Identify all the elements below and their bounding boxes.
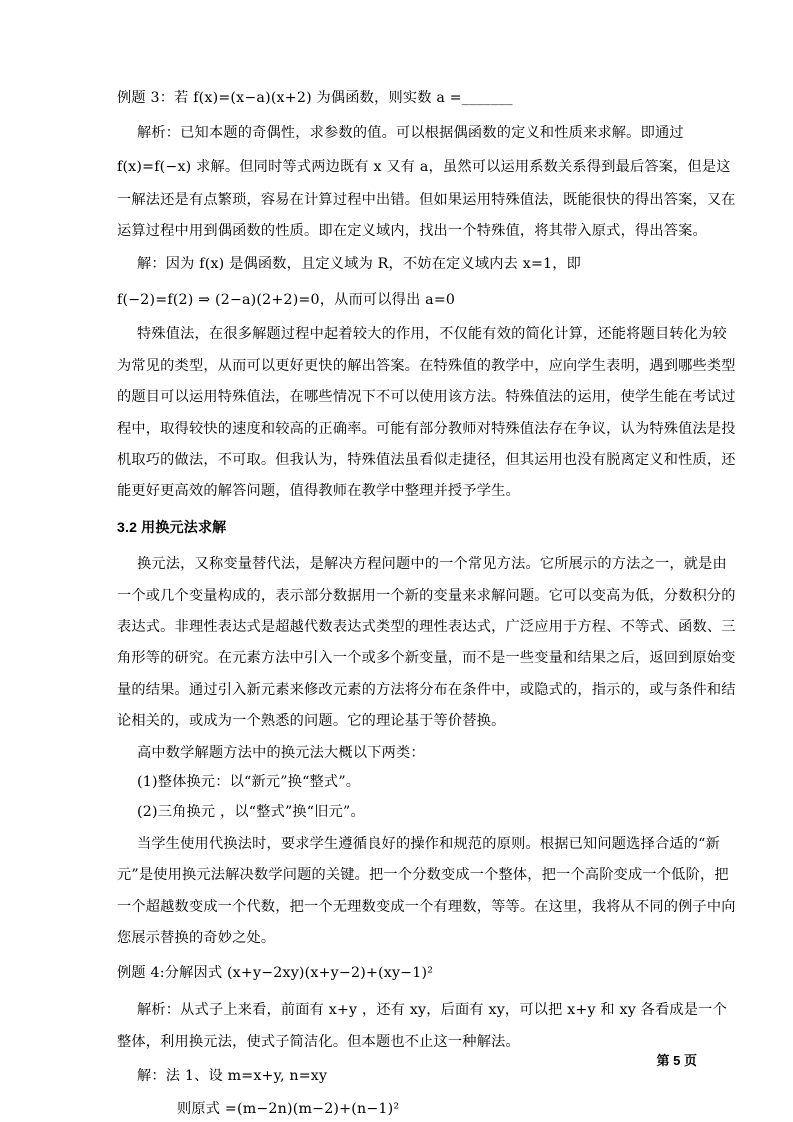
formula-line: 则原式 =(m−2n)(m−2)+(n−1)² — [177, 1101, 400, 1117]
solution-line: 解：因为 f(x) 是偶函数，且定义域为 R，不妨在定义域内去 x=1，即 — [137, 256, 582, 272]
paragraph-line: 当学生使用代换法时，要求学生遵循良好的操作和规范的原则。根据已知问题选择合适的“新 — [137, 836, 720, 852]
section-heading: 3.2 用换元法求解 — [117, 519, 227, 535]
example-3-question: 例题 3：若 f(x)=(x−a)(x+2) 为偶函数，则实数 a =_______ — [117, 90, 513, 106]
paragraph-line: 特殊值法，在很多解题过程中起着较大的作用，不仅能有效的简化计算，还能将题目转化为较 — [137, 326, 727, 342]
paragraph-line: 整体，利用换元法，使式子简洁化。但本题也不止这一种解法。 — [117, 1034, 520, 1050]
paragraph-line: 量的结果。通过引入新元素来修改元素的方法将分布在条件中，或隐式的，指示的，或与条件和结 — [117, 682, 736, 698]
paragraph-line: 解析：已知本题的奇偶性，求参数的值。可以根据偶函数的定义和性质来求解。即通过 — [137, 125, 684, 141]
paragraph-line: 角形等的研究。在元素方法中引入一个或多个新变量，而不是一些变量和结果之后，返回到原始变 — [117, 650, 736, 666]
paragraph-line: 解析：从式子上来看，前面有 x+y ，还有 xy，后面有 xy，可以把 x+y 和 xy 各看成是一个 — [137, 1002, 727, 1018]
formula-line: f(−2)=f(2) ⇒ (2−a)(2+2)=0，从而可以得出 a=0 — [117, 292, 456, 308]
paragraph-line: 为常见的类型，从而可以更好更快的解出答案。在特殊值的教学中，应向学生表明，遇到哪些类型 — [117, 358, 736, 374]
paragraph-line: 换元法，又称变量替代法，是解决方程问题中的一个常见方法。它所展示的方法之一，就是由 — [137, 556, 727, 572]
page-number: 第 5 页 — [656, 1053, 697, 1068]
paragraph-line: 运算过程中用到偶函数的性质。即在定义域内，找出一个特殊值，将其带入原式，得出答案。 — [117, 223, 707, 239]
paragraph-line: 一个超越数变成一个代数，把一个无理数变成一个有理数，等等。在这里，我将从不同的例子中向 — [117, 899, 736, 915]
paragraph-line: 元”是使用换元法解决数学问题的关键。把一个分数变成一个整体，把一个高阶变成一个低阶，把 — [117, 867, 729, 883]
solution-line: 解：法 1、设 m=x+y, n=xy — [137, 1068, 328, 1084]
paragraph-line: 一解法还是有点繁琐，容易在计算过程中出错。但如果运用特殊值法，既能很快的得出答案，又在 — [117, 192, 736, 208]
paragraph-line: f(x)=f(−x) 求解。但同时等式两边既有 x 又有 a，虽然可以运用系数关系得到最后答案，但是这 — [117, 159, 731, 175]
paragraph-line: 论相关的，或成为一个熟悉的问题。它的理论基于等价替换。 — [117, 713, 506, 729]
example-4-question: 例题 4:分解因式 (x+y−2xy)(x+y−2)+(xy−1)² — [117, 965, 434, 981]
paragraph-line: 高中数学解题方法中的换元法大概以下两类： — [137, 745, 425, 761]
list-item: (2)三角换元 ，以“整式”换“旧元”。 — [137, 804, 365, 820]
paragraph-line: 一个或几个变量构成的，表示部分数据用一个新的变量来求解问题。它可以变高为低，分数积分的 — [117, 588, 736, 604]
paragraph-line: 能更好更高效的解答问题，值得教师在教学中整理并授予学生。 — [117, 483, 520, 499]
paragraph-line: 的题目可以运用特殊值法，在哪些情况下不可以使用该方法。特殊值法的运用，使学生能在考试过 — [117, 389, 736, 405]
list-item: (1)整体换元：以“新元”换“整式”。 — [137, 774, 361, 790]
paragraph-line: 机取巧的做法，不可取。但我认为，特殊值法虽看似走捷径，但其运用也没有脱离定义和性质，还 — [117, 452, 736, 468]
paragraph-line: 表达式。非理性表达式是超越代数表达式类型的理性表达式，广泛应用于方程、不等式、函数、三 — [117, 619, 736, 635]
paragraph-line: 您展示替换的奇妙之处。 — [117, 930, 276, 946]
paragraph-line: 程中，取得较快的速度和较高的正确率。可能有部分教师对特殊值法存在争议，认为特殊值法是投 — [117, 421, 736, 437]
